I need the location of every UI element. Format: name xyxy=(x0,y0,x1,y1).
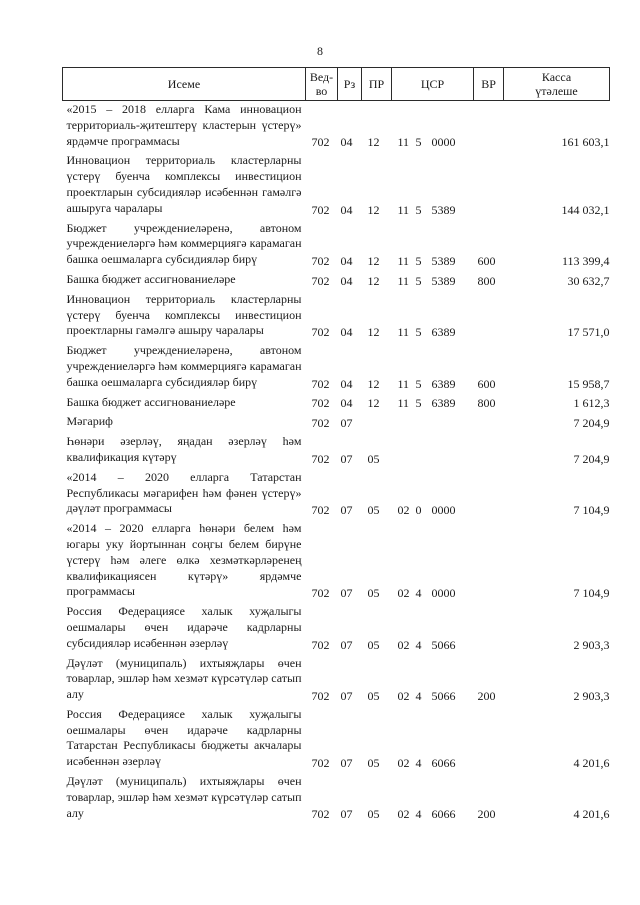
cell-rz: 07 xyxy=(340,637,353,652)
cell-vr xyxy=(474,433,504,469)
cell-ved: 702 xyxy=(311,416,330,431)
cell-pr: 05 xyxy=(367,503,380,518)
cell-csr1: 11 xyxy=(397,202,410,217)
cell-vr xyxy=(474,706,504,773)
cell-csr3: 5066 xyxy=(431,637,456,652)
cell-csr3: 5066 xyxy=(431,688,456,703)
cell-rz: 07 xyxy=(340,503,353,518)
cell-ved: 702 xyxy=(311,586,330,601)
cell-name: Бюджет учреждениеләренә, автоном учреждениеләргә һәм коммерциягә карамаган башка оешмаларга субсидияләр бирү xyxy=(66,343,302,389)
cell-pr: 12 xyxy=(367,273,380,288)
cell-sum: 17 571,0 xyxy=(567,325,610,340)
cell-name: «2015 – 2018 елларга Кама инновацион территориаль-җитештерү кластерын үстерү» ярдәмче программасы xyxy=(66,102,302,148)
cell-csr2: 4 xyxy=(415,688,422,703)
cell-sum: 7 104,9 xyxy=(573,586,610,601)
cell-sum: 30 632,7 xyxy=(567,273,610,288)
cell-csr2 xyxy=(414,413,432,433)
cell-csr2: 0 xyxy=(415,503,422,518)
cell-csr3: 6389 xyxy=(431,325,456,340)
cell-ved: 702 xyxy=(311,376,330,391)
budget-table xyxy=(62,67,610,824)
cell-vr xyxy=(474,603,504,654)
cell-name: Башка бюджет ассигнованиеләре xyxy=(66,271,236,286)
cell-sum: 7 104,9 xyxy=(573,503,610,518)
cell-rz: 07 xyxy=(340,586,353,601)
cell-csr3: 6389 xyxy=(431,396,456,411)
table-row xyxy=(63,394,610,414)
cell-csr1: 11 xyxy=(397,273,410,288)
cell-sum: 144 032,1 xyxy=(561,202,610,217)
table-row xyxy=(63,101,610,153)
cell-name: «2014 – 2020 елларга Татарстан Республикасы мәгарифен һәм фәнен үстерү» дәүләт программасы xyxy=(66,469,302,516)
cell-pr: 05 xyxy=(367,586,380,601)
cell-sum: 15 958,7 xyxy=(567,376,610,391)
table-row xyxy=(63,773,610,824)
cell-rz: 04 xyxy=(340,273,353,288)
header-ved-text: Вед- во xyxy=(309,70,334,98)
cell-name: Россия Федерациясе халык хуҗалыгы оешмалары өчен идарәче кадрларны Татарстан Республикасы бюджеты акчалары исәбеннән әзерләү xyxy=(66,706,302,769)
cell-sum: 7 204,9 xyxy=(573,451,610,466)
table-row xyxy=(63,655,610,706)
cell-csr3: 0000 xyxy=(431,503,456,518)
table-row xyxy=(63,469,610,520)
cell-pr: 12 xyxy=(367,202,380,217)
header-rz: Рз xyxy=(338,68,362,101)
cell-sum: 7 204,9 xyxy=(573,416,610,431)
cell-name: Мәгариф xyxy=(66,414,113,429)
cell-csr2 xyxy=(414,433,432,469)
cell-csr2: 5 xyxy=(415,325,422,340)
cell-vr: 200 xyxy=(477,807,496,822)
table-row xyxy=(63,433,610,469)
cell-ved: 702 xyxy=(311,253,330,268)
cell-csr3 xyxy=(432,413,474,433)
header-pr: ПР xyxy=(362,68,392,101)
cell-pr: 12 xyxy=(367,135,380,150)
cell-ved: 702 xyxy=(311,637,330,652)
cell-pr: 12 xyxy=(367,376,380,391)
cell-csr2: 4 xyxy=(415,756,422,771)
cell-ved: 702 xyxy=(311,396,330,411)
cell-rz: 07 xyxy=(340,807,353,822)
cell-csr2: 5 xyxy=(415,135,422,150)
cell-vr: 800 xyxy=(477,273,496,288)
cell-ved: 702 xyxy=(311,807,330,822)
cell-csr2: 5 xyxy=(415,396,422,411)
cell-sum: 1 612,3 xyxy=(573,396,610,411)
cell-ved: 702 xyxy=(311,503,330,518)
header-ved xyxy=(306,68,338,101)
cell-csr2: 4 xyxy=(415,807,422,822)
table-row xyxy=(63,603,610,654)
cell-csr1: 11 xyxy=(397,325,410,340)
cell-ved: 702 xyxy=(311,273,330,288)
table-row xyxy=(63,342,610,393)
cell-pr xyxy=(362,413,392,433)
cell-name: Инновацион территориаль кластерларны үстерү буенча комплексы инвестицион проектларын субсидияләр исәбеннән гамәлгә ашыруга чаралары xyxy=(66,153,302,215)
cell-csr1 xyxy=(392,413,414,433)
cell-ved: 702 xyxy=(311,688,330,703)
cell-csr1: 02 xyxy=(397,756,410,771)
cell-pr: 12 xyxy=(367,325,380,340)
cell-sum: 2 903,3 xyxy=(573,637,610,652)
cell-name: Дәүләт (муниципаль) ихтыяҗлары өчен товарлар, эшләр һәм хезмәт күрсәтүләр сатып алу xyxy=(66,655,302,702)
table-row xyxy=(63,706,610,773)
cell-pr: 05 xyxy=(367,688,380,703)
cell-rz: 04 xyxy=(340,253,353,268)
cell-name: Дәүләт (муниципаль) ихтыяҗлары өчен товарлар, эшләр һәм хезмәт күрсәтүләр сатып алу xyxy=(66,774,302,820)
cell-csr1: 02 xyxy=(397,586,410,601)
table-row xyxy=(63,271,610,291)
cell-rz: 04 xyxy=(340,376,353,391)
cell-csr2: 5 xyxy=(415,253,422,268)
cell-csr3: 5389 xyxy=(431,273,456,288)
table-row xyxy=(63,220,610,271)
table-row xyxy=(63,152,610,219)
cell-pr: 05 xyxy=(367,756,380,771)
cell-ved: 702 xyxy=(311,135,330,150)
cell-ved: 702 xyxy=(311,451,330,466)
cell-csr3: 0000 xyxy=(431,135,456,150)
cell-vr: 600 xyxy=(477,376,496,391)
cell-sum: 2 903,3 xyxy=(573,688,610,703)
cell-name: Башка бюджет ассигнованиеләре xyxy=(66,394,236,409)
cell-name: «2014 – 2020 елларга һөнәри белем һәм югары уку йортыннан соңгы белем бирүне үстерү һәм әлеге өлкә хезмәткәрләренең квалификациясен күтәрү» ярдәмче программасы xyxy=(66,521,302,599)
cell-name: Россия Федерациясе халык хуҗалыгы оешмалары өчен идарәче кадрларны субсидияләр исәбеннән әзерләү xyxy=(66,604,302,650)
header-vr: ВР xyxy=(474,68,504,101)
cell-rz: 04 xyxy=(340,135,353,150)
cell-vr xyxy=(474,152,504,219)
cell-ved: 702 xyxy=(311,756,330,771)
cell-csr2: 5 xyxy=(415,202,422,217)
cell-csr1: 11 xyxy=(397,396,410,411)
cell-vr: 600 xyxy=(477,253,496,268)
cell-rz: 07 xyxy=(340,688,353,703)
page-number: 8 xyxy=(317,44,323,58)
header-csr: ЦСР xyxy=(392,68,474,101)
table-row xyxy=(63,520,610,603)
cell-name: Һөнәри әзерләү, яңадан әзерләү һәм квалификация күтәрү xyxy=(66,434,302,464)
cell-sum: 161 603,1 xyxy=(561,135,610,150)
cell-rz: 07 xyxy=(340,451,353,466)
cell-vr xyxy=(474,469,504,520)
table-header xyxy=(63,68,610,101)
cell-csr3: 5389 xyxy=(431,253,456,268)
cell-csr2: 5 xyxy=(415,273,422,288)
cell-csr1 xyxy=(392,433,414,469)
cell-rz: 07 xyxy=(340,756,353,771)
header-sum-text: Касса үтәлеше xyxy=(535,70,578,98)
header-name: Исеме xyxy=(63,68,306,101)
cell-csr2: 5 xyxy=(415,376,422,391)
cell-vr xyxy=(474,291,504,342)
cell-sum: 4 201,6 xyxy=(573,756,610,771)
cell-pr: 12 xyxy=(367,396,380,411)
cell-csr1: 02 xyxy=(397,807,410,822)
cell-csr1: 11 xyxy=(397,253,410,268)
cell-pr: 12 xyxy=(367,253,380,268)
cell-csr1: 02 xyxy=(397,637,410,652)
cell-rz: 04 xyxy=(340,325,353,340)
cell-rz: 07 xyxy=(340,416,353,431)
cell-csr3 xyxy=(432,433,474,469)
cell-csr2: 4 xyxy=(415,586,422,601)
cell-vr xyxy=(474,413,504,433)
cell-pr: 05 xyxy=(367,637,380,652)
cell-csr3: 0000 xyxy=(431,586,456,601)
table-row xyxy=(63,291,610,342)
cell-ved: 702 xyxy=(311,325,330,340)
cell-rz: 04 xyxy=(340,396,353,411)
cell-sum: 113 399,4 xyxy=(561,253,610,268)
cell-vr xyxy=(474,101,504,153)
cell-vr: 800 xyxy=(477,396,496,411)
cell-csr1: 11 xyxy=(397,376,410,391)
cell-csr1: 02 xyxy=(397,688,410,703)
cell-pr: 05 xyxy=(367,451,380,466)
cell-csr3: 6066 xyxy=(431,756,456,771)
cell-csr1: 11 xyxy=(397,135,410,150)
cell-pr: 05 xyxy=(367,807,380,822)
cell-rz: 04 xyxy=(340,202,353,217)
cell-vr: 200 xyxy=(477,688,496,703)
table-row xyxy=(63,413,610,433)
cell-csr1: 02 xyxy=(397,503,410,518)
cell-csr3: 6389 xyxy=(431,376,456,391)
cell-csr3: 5389 xyxy=(431,202,456,217)
cell-ved: 702 xyxy=(311,202,330,217)
header-sum xyxy=(504,68,610,101)
cell-name: Бюджет учреждениеләренә, автоном учреждениеләргә һәм коммерциягә карамаган башка оешмаларга субсидияләр бирү xyxy=(66,220,302,267)
cell-csr3: 6066 xyxy=(431,807,456,822)
cell-name: Инновацион территориаль кластерларны үстерү буенча комплексы инвестицион проектларны гамәлгә ашыру чаралары xyxy=(66,291,302,338)
cell-csr2: 4 xyxy=(415,637,422,652)
table-body xyxy=(63,101,610,825)
cell-vr xyxy=(474,520,504,603)
cell-sum: 4 201,6 xyxy=(573,807,610,822)
